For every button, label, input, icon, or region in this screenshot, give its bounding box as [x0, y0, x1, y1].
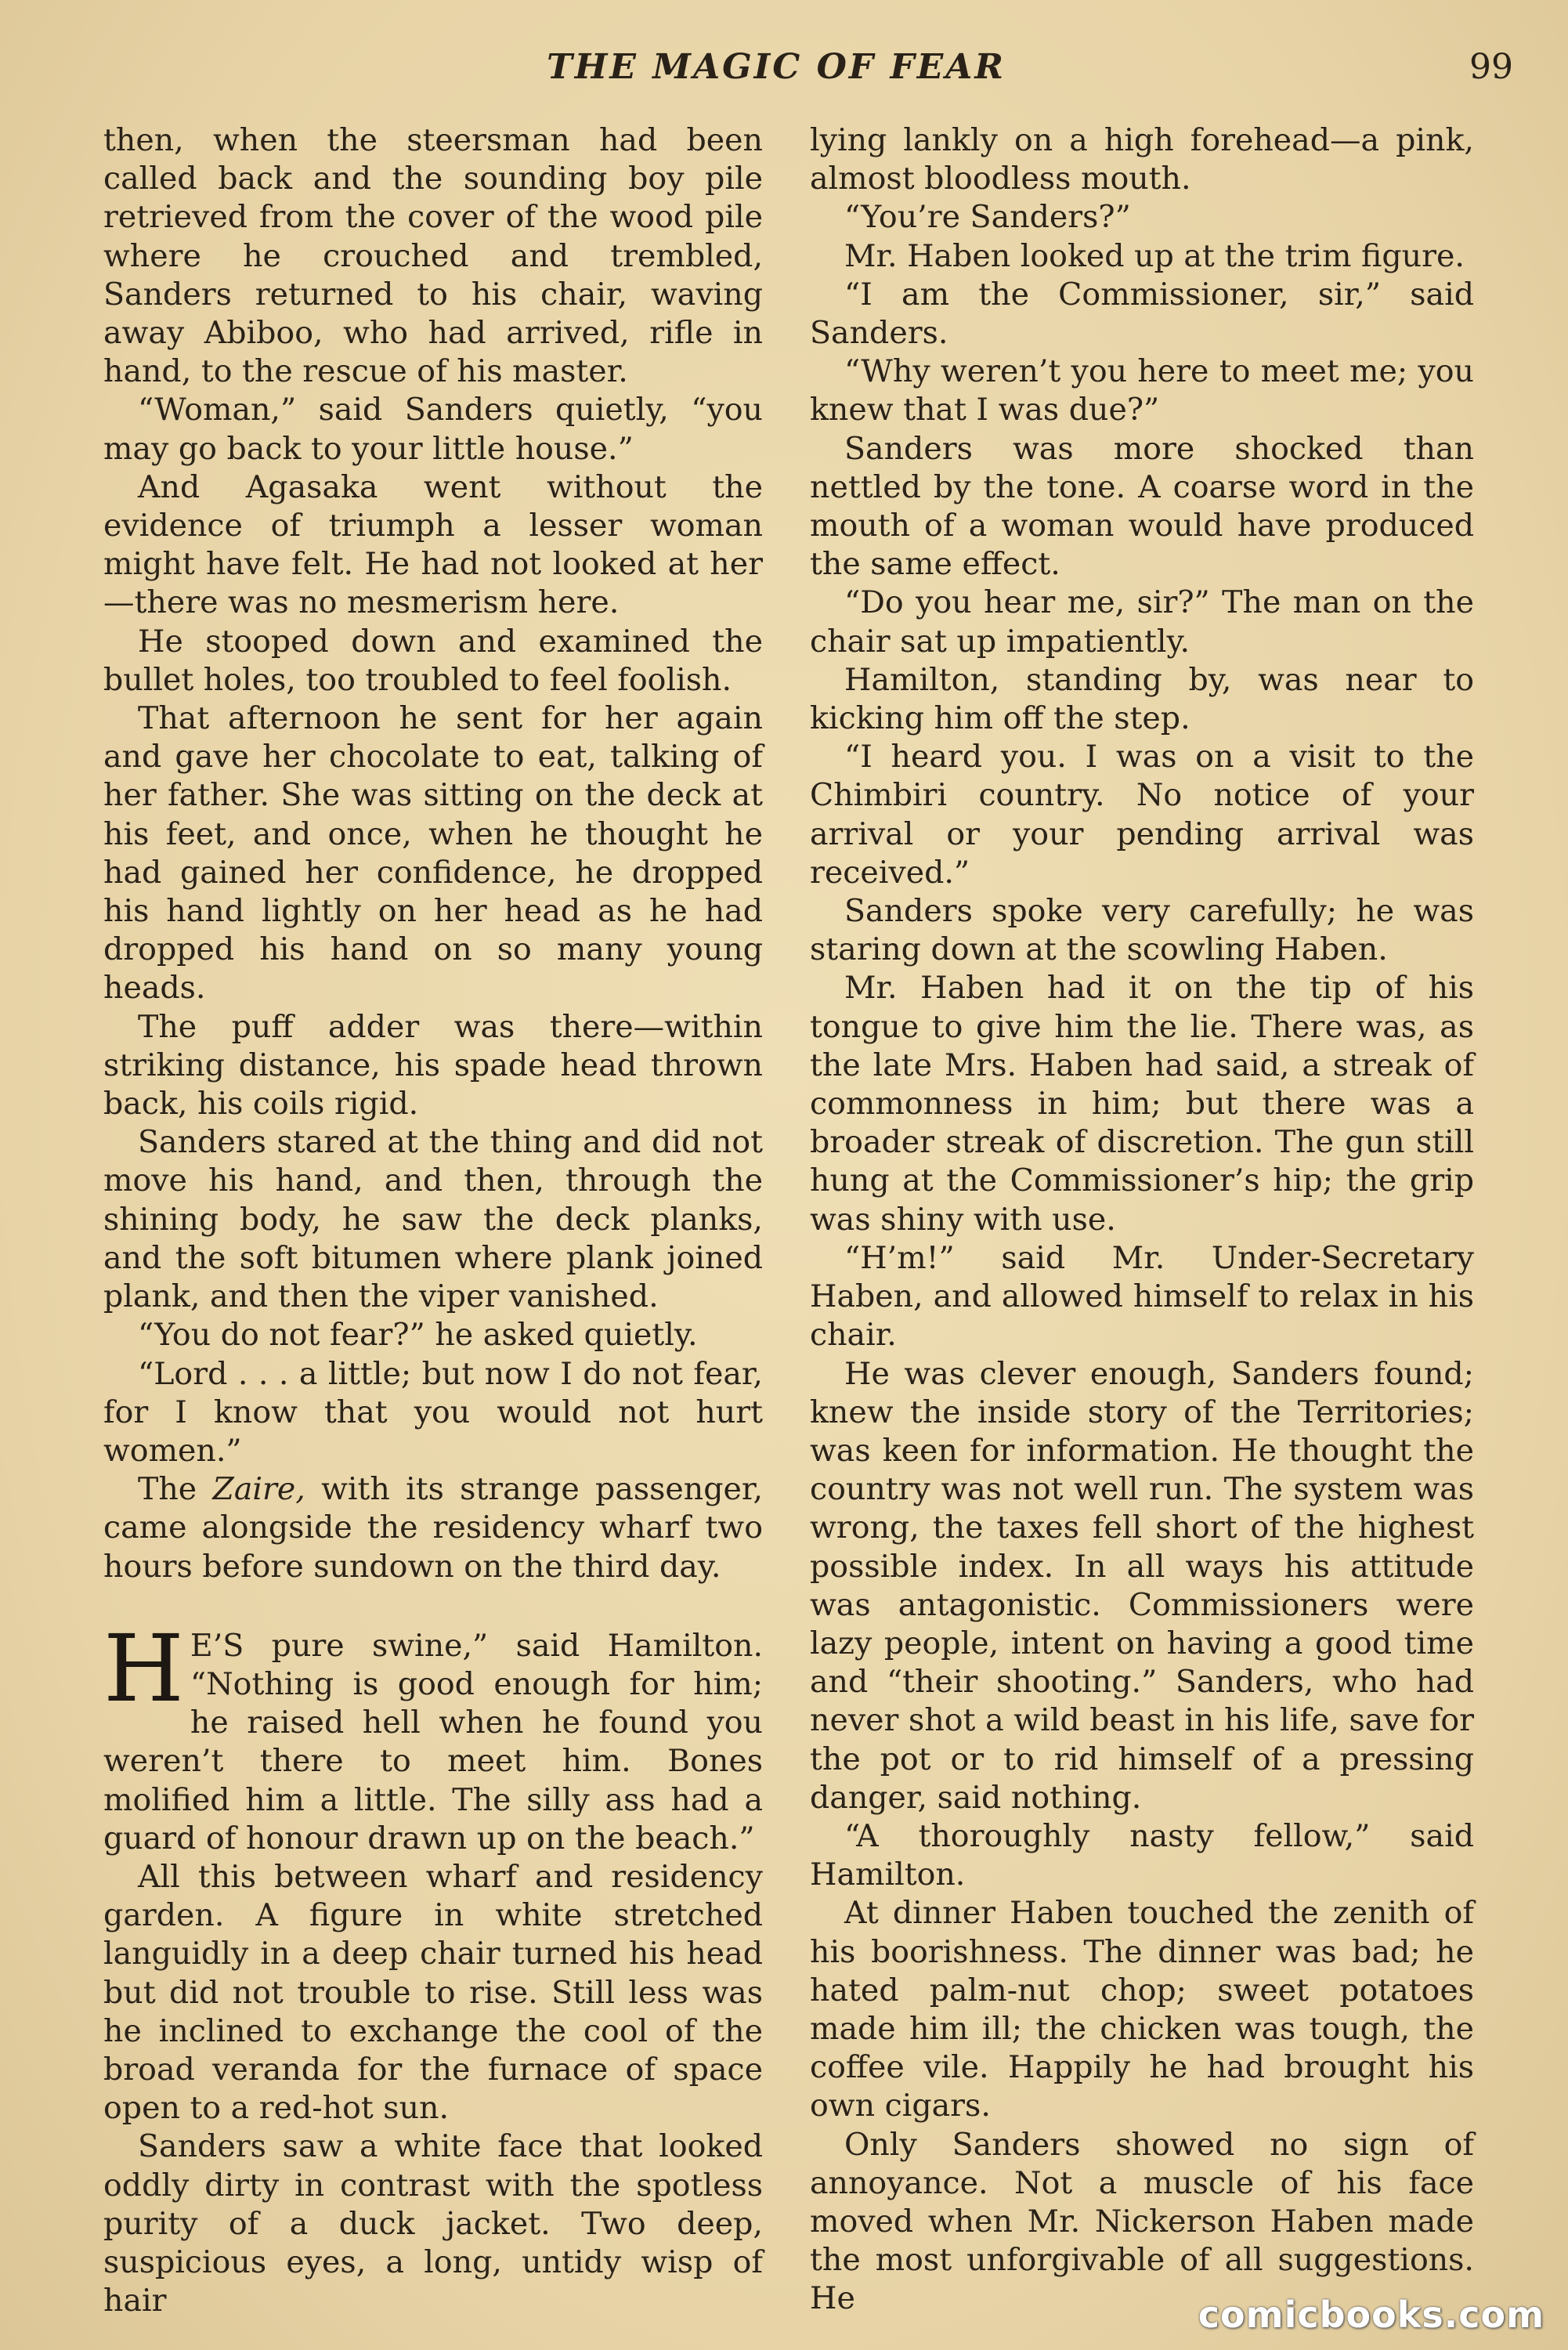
- running-head: [102, 39, 1513, 102]
- paragraph: Sanders was more shocked than nettled by the tone. A coarse word in the mouth of a woman would have produced the same effect.: [810, 430, 1474, 583]
- paragraph: lying lankly on a high forehead—a pink, almost bloodless mouth.: [810, 122, 1474, 197]
- paragraph: “Lord . . . a little; but now I do not fear, for I know that you would not hurt women.”: [103, 1355, 763, 1469]
- page-number: 99: [1469, 47, 1513, 87]
- paragraph: “Why weren’t you here to meet me; you knew that I was due?”: [810, 353, 1474, 428]
- running-title: THE MAGIC OF FEAR: [547, 47, 1006, 87]
- paragraph: Sanders saw a white face that looked oddly dirty in contrast with the spotless purity of a duck jacket. Two deep, suspicious eyes, a long, untidy wisp of hair: [103, 2128, 763, 2319]
- paragraph: At dinner Haben touched the zenith of his boorishness. The dinner was bad; he hated palm-nut chop; sweet potatoes made him ill; the chicken was tough, the coffee vile. Happily he had brought his own cigars.: [810, 1895, 1474, 2124]
- paragraph: “Woman,” said Sanders quietly, “you may go back to your little house.”: [103, 392, 763, 467]
- paragraph-zaire: [103, 1470, 763, 1586]
- paragraph: “You’re Sanders?”: [844, 199, 1131, 236]
- section-break: [103, 1586, 763, 1627]
- section-opening-paragraph: [103, 1614, 763, 1858]
- ship-name: Zaire,: [212, 1471, 305, 1508]
- paragraph: “You do not fear?” he asked quietly.: [138, 1317, 698, 1354]
- paragraph: “H’m!” said Mr. Under-Secretary Haben, and allowed himself to relax in his chair.: [810, 1239, 1474, 1354]
- paragraph: “I heard you. I was on a visit to the Chimbiri country. No notice of your arrival or your pending arrival was received.”: [810, 739, 1474, 891]
- left-column: [103, 121, 763, 2320]
- paragraph: Mr. Haben looked up at the trim figure.: [844, 237, 1465, 274]
- paragraph: “Do you hear me, sir?” The man on the chair sat up impatiently.: [810, 584, 1474, 660]
- paragraph: He was clever enough, Sanders found; knew the inside story of the Territories; was keen for information. He thought the country was not well run. The system was wrong, the taxes fell short of the highest possible index. In all ways his attitude was antagonistic. Commissioners were lazy people, intent on having a good time and “their shooting.” Sanders, who had never shot a wild beast in his life, save for the pot or to rid himself of a pressing danger, said nothing.: [810, 1355, 1474, 1816]
- paragraph: The puff adder was there—within striking distance, his spade head thrown back, his coils rigid.: [103, 1008, 763, 1123]
- paragraph: “I am the Commissioner, sir,” said Sanders.: [810, 276, 1474, 352]
- right-column: [810, 121, 1474, 2319]
- watermark: comicbooks.com: [1198, 2294, 1545, 2336]
- paragraph: He stooped down and examined the bullet holes, too troubled to feel foolish.: [103, 623, 763, 698]
- paragraph: then, when the steersman had been called back and the sounding boy pile retrieved from the cover of the wood pile where he crouched and trembled, Sanders returned to his chair, waving away Abiboo, who had arrived, rifle in hand, to the rescue of his master.: [103, 122, 763, 390]
- paragraph: “A thoroughly nasty fellow,” said Hamilton.: [810, 1817, 1474, 1893]
- paragraph: Mr. Haben had it on the tip of his tongue to give him the lie. There was, as the late Mrs. Haben had said, a streak of commonness in him; but there was a broader streak of discretion. The gun still hung at the Commissioner’s hip; the grip was shiny with use.: [810, 970, 1474, 1238]
- paragraph: Only Sanders showed no sign of annoyance. Not a muscle of his face moved when Mr. Nickerson Haben made the most unforgivable of all suggestions. He: [810, 2126, 1474, 2317]
- paragraph: Sanders stared at the thing and did not move his hand, and then, through the shining body, he saw the deck planks, and the soft bitumen where plank joined plank, and then the viper vanished.: [103, 1124, 763, 1315]
- text-run: with its strange passenger, came alongside the residency wharf two hours before sundown on the third day.: [103, 1471, 763, 1585]
- paragraph: Sanders spoke very carefully; he was staring down at the scowling Haben.: [810, 893, 1474, 968]
- paragraph: And Agasaka went without the evidence of triumph a lesser woman might have felt. He had not looked at her—there was no mesmerism here.: [103, 468, 763, 621]
- paragraph: That afternoon he sent for her again and gave her chocolate to eat, talking of her father. She was sitting on the deck at his feet, and once, when he thought he had gained her confidence, he dropped his hand lightly on her head as he had dropped his hand on so many young heads.: [103, 700, 763, 1007]
- paragraph: All this between wharf and residency garden. A figure in white stretched languidly in a deep chair turned his head but did not trouble to rise. Still less was he inclined to exchange the cool of the broad veranda for the furnace of space open to a red-hot sun.: [103, 1858, 763, 2127]
- drop-cap: H: [103, 1614, 184, 1723]
- text-run: The: [138, 1471, 213, 1508]
- text-run: E’S pure swine,” said Hamilton. “Nothing is good enough for him; he raised hell when he found you weren’t there to meet him. Bones molified him a little. The silly ass had a guard of honour drawn up on the beach.”: [103, 1627, 763, 1856]
- paragraph: Hamilton, standing by, was near to kicking him off the step.: [810, 661, 1474, 737]
